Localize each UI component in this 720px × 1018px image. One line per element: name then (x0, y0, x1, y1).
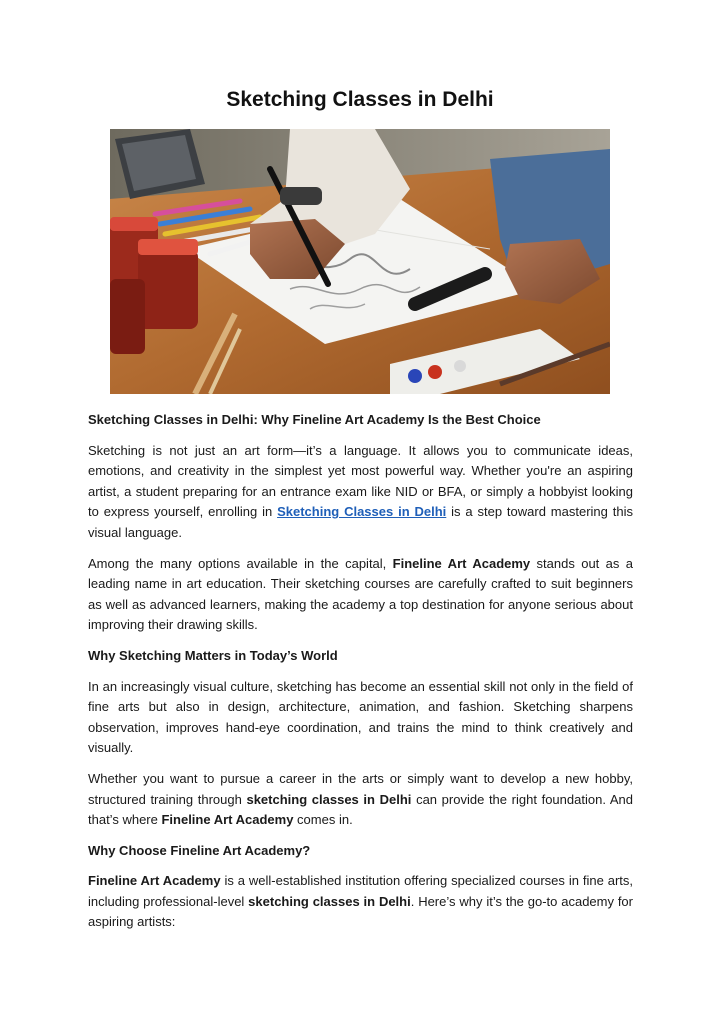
section-heading-why-sketching: Why Sketching Matters in Today’s World (88, 647, 338, 663)
career-text-c: comes in. (293, 812, 353, 828)
sketching-hand-drawing-image (110, 129, 610, 394)
institution-paragraph (88, 871, 633, 933)
career-text-b: can provide the right foundation. And that’s where (88, 791, 633, 828)
academy-text-b: stands out as a leading name in art education. Their sketching courses are carefully crafted to suit beginners as well as advanced learners, making the academy a top destination for anyone serious about improving their drawing skills. (88, 555, 634, 633)
academy-name-bold-3: Fineline Art Academy (88, 873, 221, 889)
page-title: Sketching Classes in Delhi (226, 88, 494, 111)
sketching-classes-link[interactable]: Sketching Classes in Delhi (277, 504, 447, 520)
institution-text-a: is a well-established institution offering specialized courses in fine arts, including professional-level (88, 873, 633, 909)
intro-text-b: is a step toward mastering this visual language. (88, 504, 633, 540)
intro-text-a: Sketching is not just an art form—it’s a language. It allows you to communicate ideas, emotions, and creativity in the simplest yet most powerful way. Whether you're an aspiring artist, a student preparing for an entrance exam like NID or BFA, or simply a hobbyist looking to express yourself, enrolling in (88, 442, 633, 520)
career-text-a: Whether you want to pursue a career in the arts or simply want to develop a new hobby, structured training through (88, 770, 633, 807)
intro-paragraph (88, 441, 633, 544)
academy-name-bold-2: Fineline Art Academy (161, 812, 294, 828)
section-heading-why-choose: Why Choose Fineline Art Academy? (88, 842, 311, 858)
section-heading-best-choice: Sketching Classes in Delhi: Why Fineline Art Academy Is the Best Choice (88, 412, 541, 427)
academy-name-bold: Fineline Art Academy (392, 555, 531, 571)
institution-text-b: . Here’s why it’s the go-to academy for aspiring artists: (88, 893, 633, 930)
academy-text-a: Among the many options available in the capital, (88, 555, 393, 571)
academy-paragraph (88, 554, 633, 636)
visual-culture-paragraph: In an increasingly visual culture, sketching has become an essential skill not only in the field of fine arts but also in design, architecture, animation, and fashion. Sketching sharpens observation, improves hand-eye coordination, and trains the mind to think creatively and visually. (88, 678, 633, 756)
sketching-classes-bold: sketching classes in Delhi (246, 791, 412, 807)
article-body (88, 410, 633, 943)
sketching-classes-bold-2: sketching classes in Delhi (248, 893, 411, 909)
career-paragraph (88, 769, 633, 831)
